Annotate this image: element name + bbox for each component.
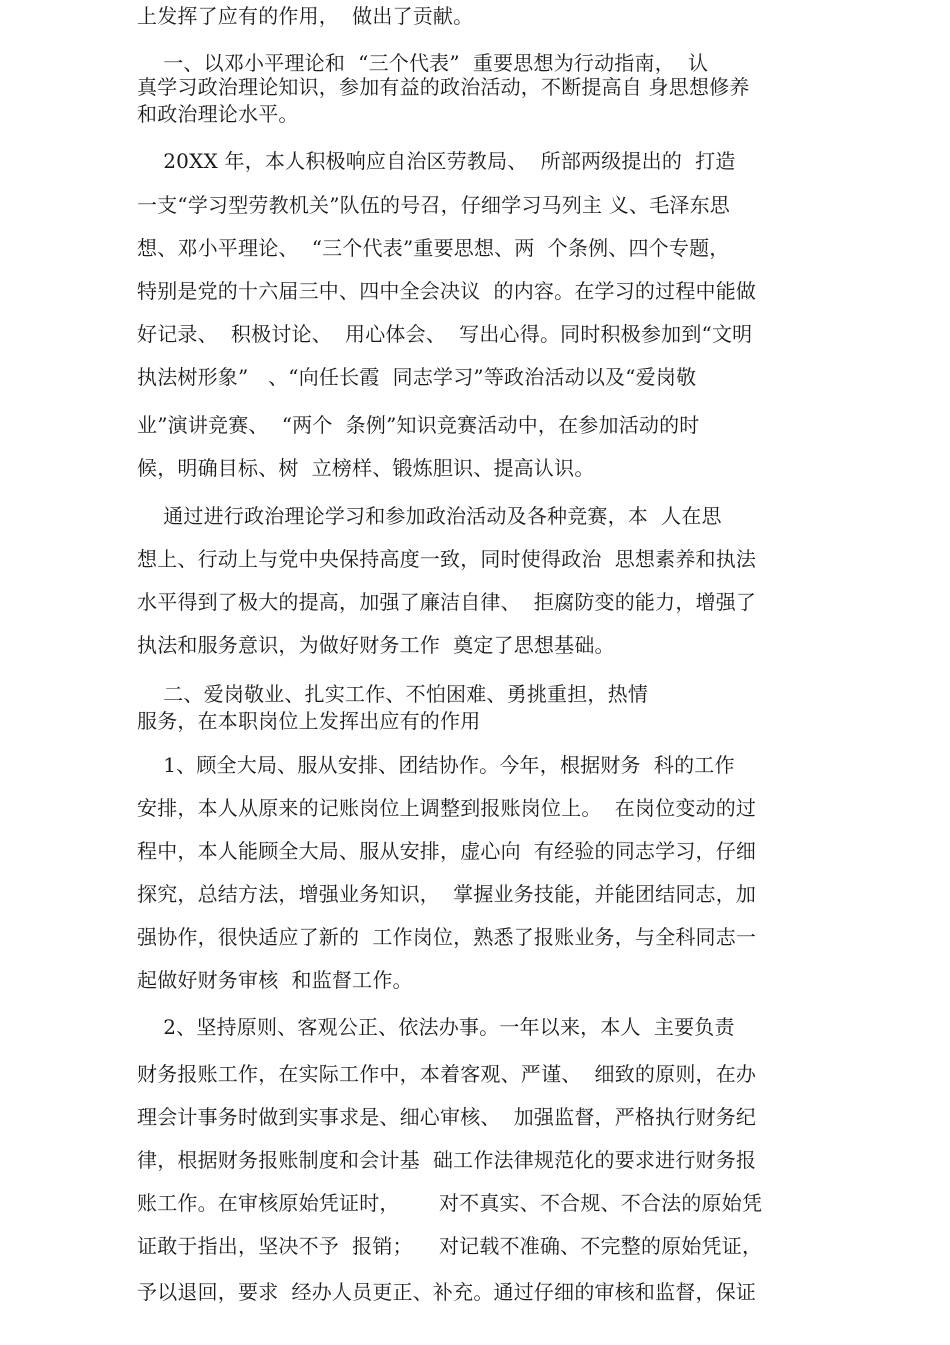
section-heading: 服务，在本职岗位上发挥出应有的作用 — [137, 709, 481, 733]
text-line: 执法和服务意识，为做好财务工作 奠定了思想基础。 — [137, 633, 615, 657]
text-line: 2、坚持原则、客观公正、依法办事。一年以来，本人 主要负责 — [137, 1015, 735, 1039]
text-line: 予以退回，要求 经办人员更正、补充。通过仔细的审核和监督，保证 — [137, 1280, 757, 1304]
text-line: 想、邓小平理论、 “三个代表”重要思想、两 个条例、四个专题， — [137, 236, 730, 260]
text-line: 程中，本人能顾全大局、服从安排，虚心向 有经验的同志学习，仔细 — [137, 839, 757, 863]
text-line: 想上、行动上与党中央保持高度一致，同时使得政治 思想素养和执法 — [137, 547, 757, 571]
text-line: 执法树形象” 、“向任长霞 同志学习”等政治活动以及“爱岗敬 — [137, 365, 697, 389]
text-line: 账工作。在审核原始凭证时， 对不真实、不合规、不合法的原始凭 — [137, 1191, 763, 1215]
text-line: 起做好财务审核 和监督工作。 — [137, 968, 413, 992]
text-line: 和政治理论水平。 — [137, 102, 299, 126]
text-line: 业”演讲竞赛、 “两个 条例”知识竞赛活动中，在参加活动的时 — [137, 413, 700, 437]
section-heading: 二、爱岗敬业、扎实工作、不怕困难、勇挑重担，热情 — [137, 682, 649, 706]
text-line: 候，明确目标、树 立榜样、锻炼胆识、提高认识。 — [137, 456, 595, 480]
text-line: 20XX 年，本人积极响应自治区劳教局、 所部两级提出的 打造 — [137, 149, 736, 173]
text-line: 一、以邓小平理论和 “三个代表” 重要思想为行动指南， 认 — [137, 51, 709, 75]
text-line: 探究，总结方法，增强业务知识， 掌握业务技能，并能团结同志，加 — [137, 882, 757, 906]
text-line: 一支“学习型劳教机关”队伍的号召，仔细学习马列主 义、毛泽东思 — [137, 193, 731, 217]
text-line: 理会计事务时做到实事求是、细心审核、 加强监督，严格执行财务纪 — [137, 1105, 757, 1129]
text-line: 特别是党的十六届三中、四中全会决议 的内容。在学习的过程中能做 — [137, 279, 757, 303]
text-line: 安排，本人从原来的记账岗位上调整到报账岗位上。 在岗位变动的过 — [137, 796, 757, 820]
text-line: 真学习政治理论知识，参加有益的政治活动，不断提高自 身思想修养 — [137, 75, 750, 99]
text-line: 通过进行政治理论学习和参加政治活动及各种竞赛，本 人在思 — [137, 504, 722, 528]
text-line: 律，根据财务报账制度和会计基 础工作法律规范化的要求进行财务报 — [137, 1148, 757, 1172]
text-line: 1、顾全大局、服从安排、团结协作。今年，根据财务 科的工作 — [137, 753, 735, 777]
text-line: 强协作，很快适应了新的 工作岗位，熟悉了报账业务，与全科同志一 — [137, 925, 757, 949]
text-line: 好记录、 积极讨论、 用心体会、 写出心得。同时积极参加到“文明 — [137, 322, 753, 346]
text-line: 水平得到了极大的提高，加强了廉洁自律、 拒腐防变的能力，增强了 — [137, 590, 757, 614]
text-line: 上发挥了应有的作用， 做出了贡献。 — [137, 4, 474, 28]
text-line: 证敢于指出，坚决不予 报销； 对记载不准确、不完整的原始凭证， — [137, 1234, 763, 1258]
text-line: 财务报账工作，在实际工作中，本着客观、严谨、 细致的原则，在办 — [137, 1062, 757, 1086]
